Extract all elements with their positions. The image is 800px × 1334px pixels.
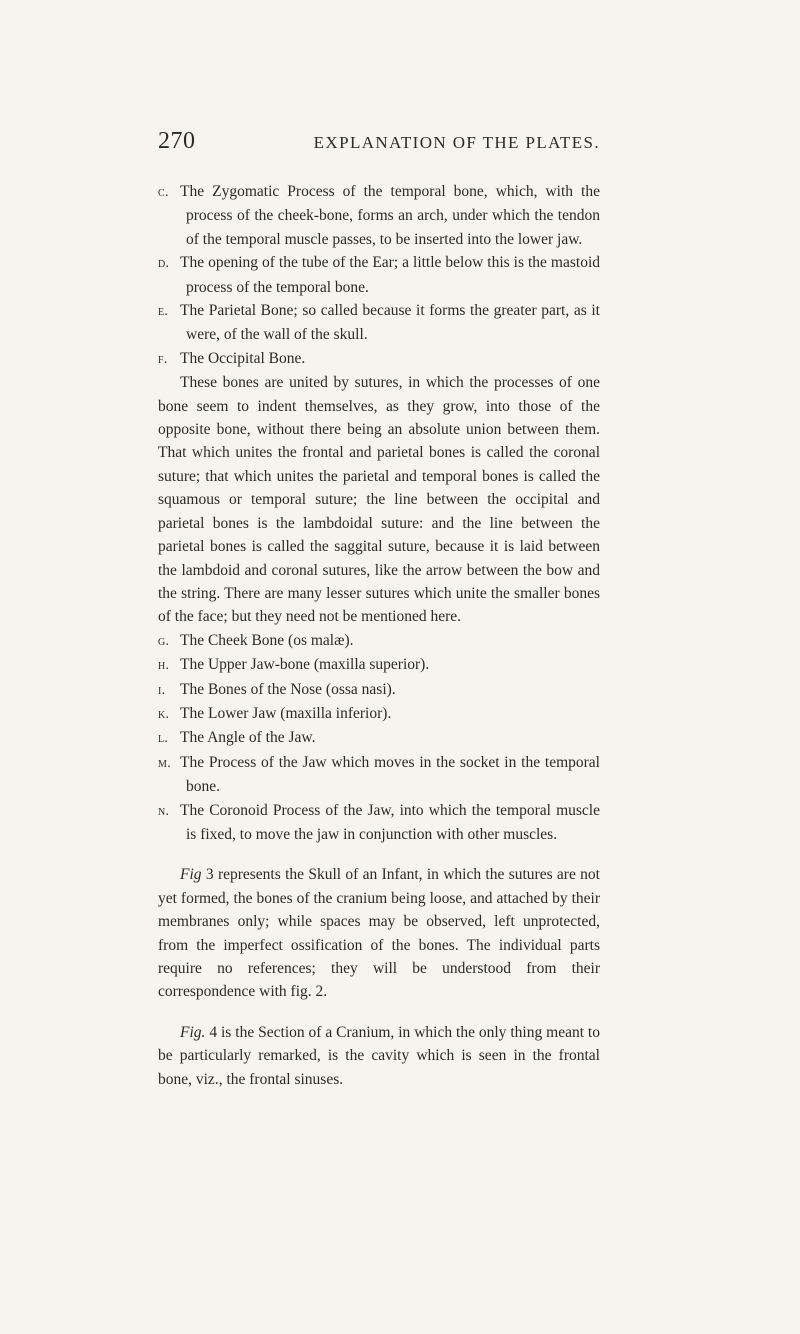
page-number: 270 — [158, 128, 196, 154]
entry-l — [158, 726, 600, 750]
entry-text: The Upper Jaw-bone (maxilla superior). — [180, 656, 430, 674]
entry-letter: c. — [158, 185, 169, 200]
entry-h — [158, 653, 600, 677]
entry-m — [158, 751, 600, 799]
entry-text: The Process of the Jaw which moves in the socket in the temporal bone. — [180, 753, 600, 796]
page-body — [158, 180, 600, 1091]
entry-letter: m. — [158, 755, 171, 771]
entry-k — [158, 702, 600, 726]
sutures-paragraph: These bones are united by sutures, in which the processes of one bone seem to indent themselves, as they grow, into those of the opposite bone, without there being an absolute union between them. That which unites the frontal and parietal bones is called the coronal suture; that which unites the parietal and temporal bones is called the squamous or temporal suture; the line between the occipital and parietal bones is the lambdoidal suture: and the line between the parietal bones is called the saggital suture, because it is laid between the lambdoid and coronal sutures, like the arrow between the bow and the string. There are many lesser sutures which unite the smaller bones of the face; but they need not be mentioned here. — [158, 374, 600, 626]
entry-n — [158, 799, 600, 847]
fig4-paragraph — [158, 1021, 600, 1091]
entry-g — [158, 629, 600, 653]
entry-text: The Parietal Bone; so called because it forms the greater part, as it were, of the wall of the skull. — [180, 302, 600, 344]
entry-text: The Cheek Bone (os malæ). — [180, 631, 354, 649]
entry-d — [158, 251, 600, 299]
entry-letter: d. — [158, 256, 170, 272]
entry-text: The opening of the tube of the Ear; a little below this is the mastoid process of the temporal bone. — [180, 254, 600, 296]
fig-label: Fig — [180, 866, 202, 884]
entry-f — [158, 347, 600, 371]
entry-letter: f. — [158, 351, 168, 367]
entry-letter: k. — [158, 706, 170, 722]
entry-e — [158, 299, 600, 347]
entry-text: The Lower Jaw (maxilla inferior). — [180, 704, 392, 722]
entry-letter: e. — [158, 304, 169, 320]
entry-text: The Angle of the Jaw. — [180, 729, 316, 747]
page-header — [158, 128, 600, 155]
entry-text: The Bones of the Nose (ossa nasi). — [180, 680, 396, 698]
entry-c — [158, 180, 600, 251]
section-gap — [158, 846, 600, 863]
entry-letter: n. — [158, 803, 170, 819]
entry-letter: l. — [158, 731, 169, 747]
entry-letter: i. — [158, 682, 166, 698]
entry-text: The Occipital Bone. — [180, 349, 306, 367]
running-title: EXPLANATION OF THE PLATES. — [313, 133, 600, 152]
entry-i — [158, 678, 600, 702]
entry-letter: h. — [158, 658, 170, 674]
section-gap — [158, 1004, 600, 1021]
entry-text: The Coronoid Process of the Jaw, into which the temporal muscle is fixed, to move the jaw in conjunction with other muscles. — [180, 801, 600, 843]
fig4-text: 4 is the Section of a Cranium, in which the only thing meant to be particularly remarked, is the cavity which is seen in the frontal bone, viz., the frontal sinuses. — [158, 1023, 600, 1088]
entry-letter: g. — [158, 633, 170, 649]
fig3-paragraph — [158, 863, 600, 1003]
entry-text: The Zygomatic Process of the temporal bone, which, with the process of the cheek-bone, forms an arch, under which the tendon of the temporal muscle passes, to be inserted into the lower jaw. — [180, 183, 600, 248]
fig-label: Fig. — [180, 1023, 206, 1041]
fig3-text: 3 represents the Skull of an Infant, in which the sutures are not yet formed, the bones of the cranium being loose, and attached by their membranes only; while spaces may be observed, left unprotected, from the imperfect ossification of the bones. The individual parts require no references; they will be understood from their correspondence with fig. 2. — [158, 866, 600, 1001]
